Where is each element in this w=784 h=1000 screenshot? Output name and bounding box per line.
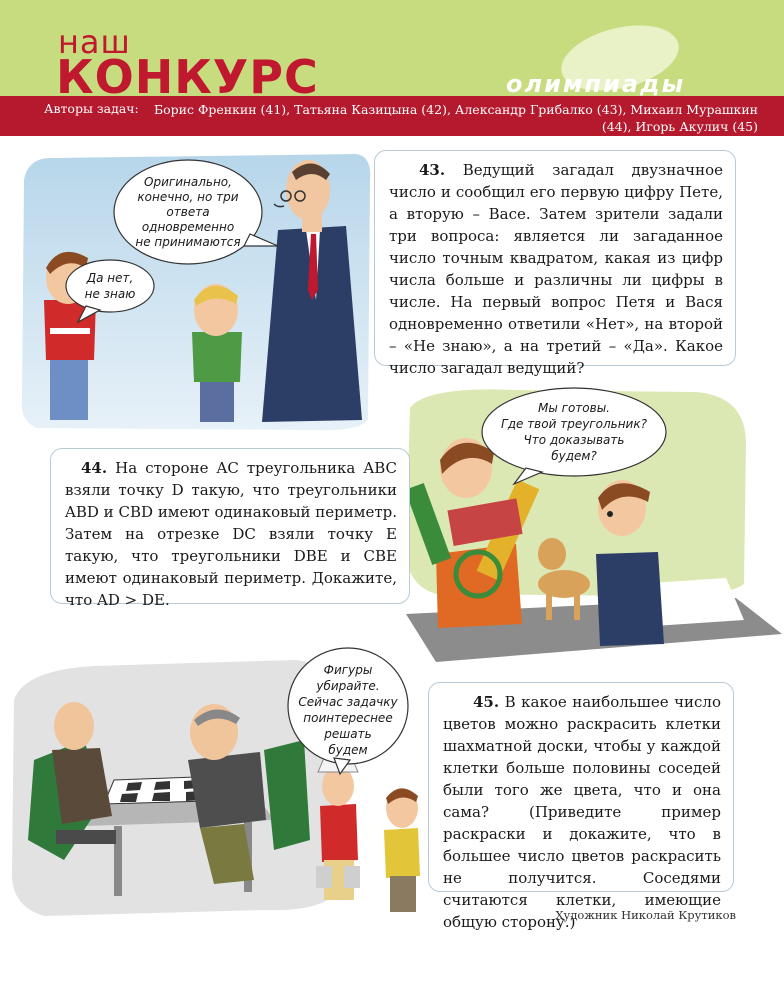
bubble-chess-line-4: поинтереснее [303,711,393,725]
problem-44-box [50,448,410,609]
bubble-boy-line-1: Да нет, [86,271,134,285]
bubble-triangle-line-4: будем? [551,449,597,463]
bubble-chess-line-6: будем [328,743,368,757]
problem-44-number: 44. [81,459,108,477]
problem-45-number: 45. [473,693,500,711]
bubble-triangle-line-3: Что доказывать [523,433,625,447]
header-band [0,0,784,96]
bubble-triangle-line-2: Где твой треугольник? [501,417,647,431]
bubble-chess-line-5: решать [324,727,372,741]
brand-top-text: наш [58,23,131,61]
authors-bar [0,96,784,136]
illustration-chess-players [4,640,434,922]
problem-43-box [374,150,736,377]
bubble-teacher-line-4: одновременно [141,220,235,234]
section-title: олимпиады [506,70,686,96]
illustration-boys-and-teacher [16,150,374,434]
illustrator-credit: Художник Николай Крутиков [555,908,736,922]
problem-43-number: 43. [419,161,446,179]
bubble-chess-line-1: Фигуры [323,663,373,677]
bubble-teacher-line-3: ответа [166,205,210,219]
bubble-teacher-line-1: Оригинально, [144,175,232,189]
problem-43-text: Ведущий загадал двузначное число и сообщил его первую цифру Пете, а вторую – Васе. Затем зрители задали три вопроса: является ли загаданное число точным квадратом, какая из цифр числа больше и различны ли цифры в числе. На первый вопрос Петя и Вася одновременно ответили «Нет», на второй – «Не знаю», а на третий – «Да». Какое число загадал ведущий? [389,161,723,377]
brand-title: КОНКУРС [56,50,319,96]
bubble-triangle-line-1: Мы готовы. [538,401,610,415]
authors-names: Борис Френкин (41), Татьяна Казицына (42), Александр Грибалко (43), Михаил Мурашкин (44), Игорь Акулич (45) [153,102,758,134]
illustration-triangle-boys [396,384,782,662]
bubble-chess-line-2: убирайте. [316,679,380,693]
bubble-teacher-line-2: конечно, но три [137,190,239,204]
bubble-chess-line-3: Сейчас задачку [298,695,398,709]
bubble-boy-line-2: не знаю [84,287,136,301]
kid-yellow-shirt [384,788,420,912]
bubble-teacher-line-5: не принимаются [135,235,241,249]
authors-label: Авторы задач: [44,101,139,116]
problem-44-text: На стороне AC треугольника ABC взяли точку D такую, что треугольники ABD и CBD имеют одинаковый периметр. Затем на отрезке DC взяли точку E такую, что треугольники DBE и CBE имеют одинаковый периметр. Докажите, что AD > DE. [65,459,397,609]
problem-45-text: В какое наибольшее число цветов можно раскрасить клетки шахматной доски, чтобы у каждой клетки больше половины соседей были того же цвета, что и она сама? (Приведите пример раскраски и докажите, что в большее число цветов раскрасить не получится. Соседями считаются клетки, имеющие общую сторону.) [443,693,721,931]
